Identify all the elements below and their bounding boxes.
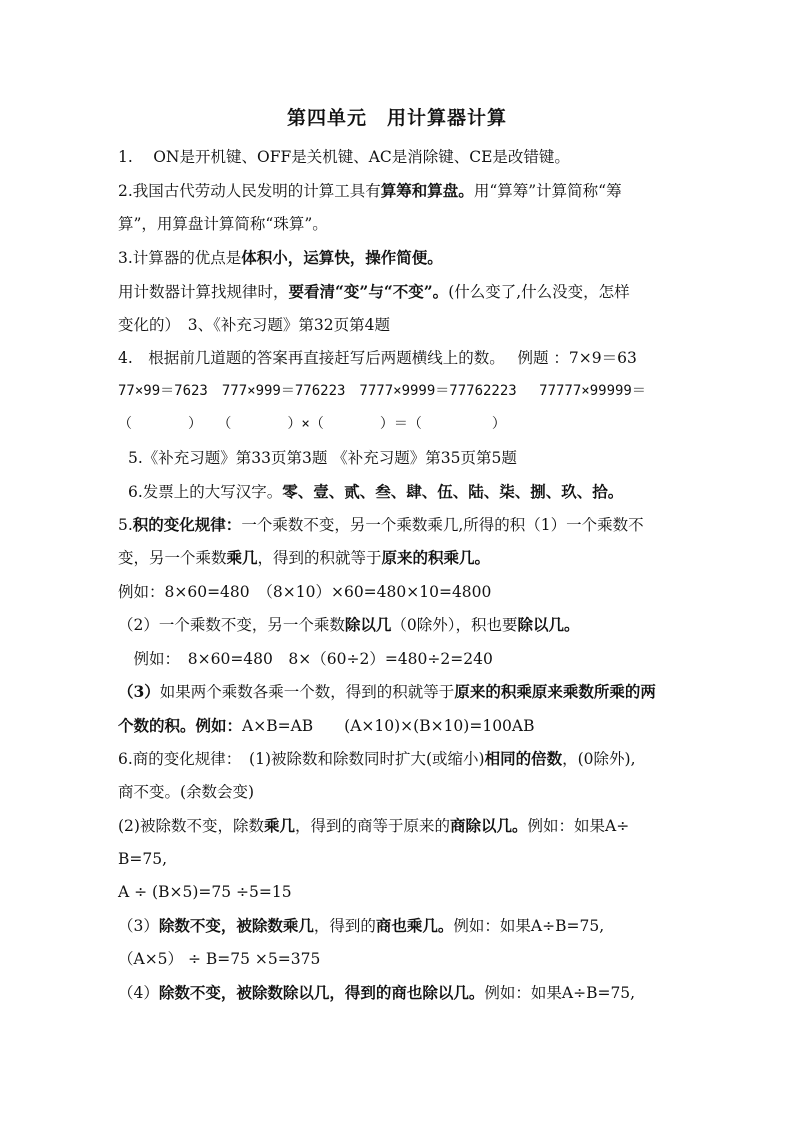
bold-text: 乘几	[263, 816, 295, 835]
item-4-blanks: （ ） （ ）×（ ）＝（ ）	[118, 416, 506, 432]
text: 例如：如果A÷B=75,	[453, 917, 605, 935]
text: 6.发票上的大写汉字。	[128, 483, 283, 501]
product-rule-3-cont	[118, 715, 698, 737]
quotient-example-3: （A×5） ÷ B=75 ×5=375	[118, 950, 321, 968]
item-4-example: 77×99＝7623 777×999＝776223 7777×9999＝77762223 77777×99999＝	[118, 383, 646, 399]
text: 3.计算器的优点是	[118, 249, 242, 267]
bold-text: 算筹和算盘。	[380, 181, 474, 200]
text: 例如：如果A÷B=75,	[484, 984, 636, 1002]
product-rule	[118, 514, 698, 536]
text: 6.商的变化规律： (1)被除数和除数同时扩大(或缩小)	[118, 750, 485, 768]
text: 变，另一个乘数	[118, 549, 227, 567]
bold-text: 商除以几。	[450, 816, 528, 835]
item-5-ref: 5.《补充习题》第33页第3题 《补充习题》第35页第5题	[128, 449, 517, 467]
item-3	[118, 247, 698, 269]
bold-text: 除数不变，被除数除以几，得到的商也除以几。	[158, 983, 485, 1002]
text: 一个乘数不变，另一个乘数乘几,所得的积（1）一个乘数不	[241, 516, 644, 534]
bold-text: （3）	[118, 682, 160, 701]
quotient-rule-2	[118, 815, 698, 837]
bold-text: 零、壹、贰、叁、肆、伍、陆、柒、捌、玖、拾。	[282, 482, 624, 501]
item-1: 1. ON是开机键、OFF是关机键、AC是消除键、CE是改错键。	[118, 148, 570, 166]
product-rule-cont	[118, 547, 698, 569]
product-example-1: 例如：8×60=480 （8×10）×60=480×10=4800	[118, 583, 492, 601]
text: (2)被除数不变，除数	[118, 817, 264, 835]
bold-text: 相同的倍数	[484, 749, 563, 768]
text: ，得到的商等于原来的	[294, 817, 450, 835]
bold-text: 除数不变，被除数乘几	[158, 916, 314, 935]
bold-text: 原来的积乘原来乘数所乘的两	[454, 682, 656, 701]
bold-text: 个数的积。例如：	[118, 716, 243, 735]
item-3-note-cont: 变化的） 3、《补充习题》第32页第4题	[118, 316, 390, 334]
bold-text: 积的变化规律：	[132, 515, 242, 534]
quotient-rule-3	[118, 915, 698, 937]
text: 用“算筹”计算简称“筹	[473, 182, 622, 200]
text: 用计数器计算找规律时，	[118, 283, 289, 301]
page-title: 第四单元 用计算器计算	[286, 107, 507, 129]
bold-text: 除以几。	[517, 615, 580, 634]
text: 5.	[118, 516, 133, 534]
item-3-note	[118, 281, 698, 303]
bold-text: 要看清“变”与“不变”。	[288, 282, 449, 301]
product-example-2: 例如： 8×60=480 8×（60÷2）=480÷2=240	[118, 650, 493, 668]
bold-text: 乘几	[226, 548, 258, 567]
product-rule-3	[118, 681, 698, 703]
text: (什么变了,什么没变，怎样	[448, 283, 630, 301]
item-4: 4. 根据前几道题的答案再直接赶写后两题横线上的数。 例题 ：7×9＝63	[118, 349, 637, 367]
item-2-cont: 算”，用算盘计算简称“珠算”。	[118, 215, 328, 233]
quotient-rule-cont: 商不变。(余数会变)	[118, 783, 255, 801]
text: （0除外），积也要	[391, 616, 518, 634]
bold-text: 商也乘几。	[375, 916, 454, 935]
text: ，得到的	[313, 917, 376, 935]
bold-text: 体积小，运算快，操作简便。	[241, 248, 443, 267]
item-6	[128, 481, 708, 503]
text: （3）	[118, 917, 159, 935]
text: ，得到的积就等于	[257, 549, 382, 567]
quotient-example-2: A ÷ (B×5)=75 ÷5=15	[118, 883, 292, 901]
text: 例如：如果A÷	[527, 817, 630, 835]
quotient-rule-4	[118, 982, 698, 1004]
quotient-rule	[118, 748, 698, 770]
text: A×B=AB (A×10)×(B×10)=100AB	[242, 717, 535, 735]
text: （4）	[118, 984, 159, 1002]
product-rule-2	[118, 614, 698, 636]
bold-text: 除以几	[344, 615, 392, 634]
text: 如果两个乘数各乘一个数，得到的积就等于	[159, 683, 455, 701]
text: （2）一个乘数不变，另一个乘数	[118, 616, 345, 634]
item-2	[118, 180, 698, 202]
text: 2.我国古代劳动人民发明的计算工具有	[118, 182, 381, 200]
text: ，(0除外),	[562, 750, 636, 768]
quotient-rule-2-cont: B=75,	[118, 850, 168, 868]
bold-text: 原来的积乘几。	[381, 548, 491, 567]
